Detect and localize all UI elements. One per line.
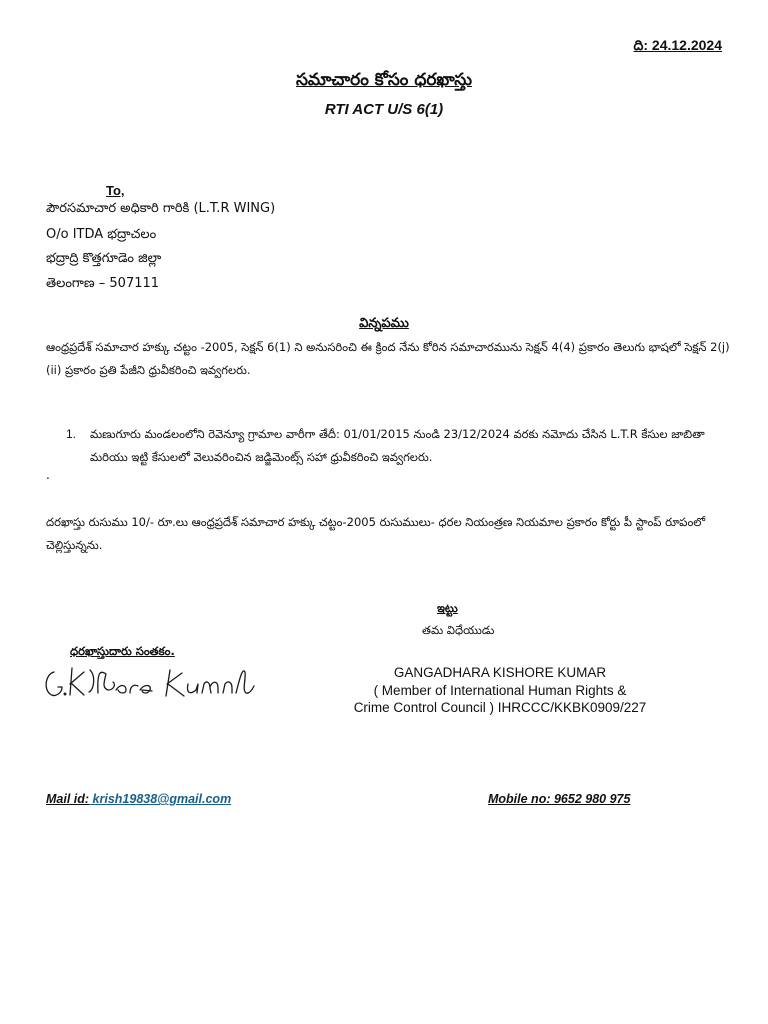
signature-label: ధరఖాస్తుదారు సంతకం.	[70, 644, 175, 658]
recipient-line-4: తెలంగాణ – 507111	[46, 276, 160, 291]
document-subtitle: RTI ACT U/S 6(1)	[324, 101, 444, 118]
ittu-label: ఇట్టు	[437, 601, 458, 615]
signature-graphic	[40, 660, 255, 706]
mail-link[interactable]: krish19838@gmail.com	[89, 792, 232, 806]
recipient-line-2: O/o ITDA భద్రాచలం	[46, 227, 157, 242]
list-number: 1.	[66, 427, 77, 441]
stray-dot: .	[46, 468, 50, 482]
yours-faithfully: తమ విధేయుడు	[422, 623, 495, 637]
mobile-number: Mobile no: 9652 980 975	[488, 792, 631, 806]
applicant-affiliation-1: ( Member of International Human Rights &	[373, 683, 627, 698]
fee-paragraph: దరఖాస్తు రుసుము 10/- రూ.లు ఆంధ్రప్రదేశ్ సమాచార హక్కు చట్టం-2005 రుసుములు- ధరల నియంత్రణ నియమాల ప్రకారం కోర్టు పీ స్టాంప్ రూపంలో చెల్లిస్తున్నను.	[46, 515, 706, 552]
applicant-name: GANGADHARA KISHORE KUMAR	[393, 665, 607, 680]
document-title: సమాచారం కోసం ధరఖాస్తు	[295, 70, 473, 90]
mail-contact	[46, 792, 231, 806]
to-label: To,	[106, 183, 125, 198]
applicant-affiliation-2: Crime Control Council ) IHRCCC/KKBK0909/227	[353, 700, 647, 715]
list-item: మణుగూరు మండలంలోని రెవెన్యూ గ్రామాల వారీగా తేదీ: 01/01/2015 నుండి 23/12/2024 వరకు నమోదు చేసిన L.T.R కేసుల జాబితా మరియు ఇట్టి కేసులలో వెలువరించిన జడ్జిమెంట్స్ సహా ధ్రువీకరించి ఇవ్వగలరు.	[90, 427, 705, 464]
handwritten-signature	[40, 660, 255, 710]
request-heading: విన్నపము	[359, 316, 409, 331]
mail-label: Mail id:	[46, 792, 90, 806]
intro-paragraph: ఆంధ్రప్రదేశ్ సమాచార హక్కు చట్టం -2005, సెక్షన్ 6(1) ని అనుసరించి ఈ క్రింద నేను కోరిన సమాచారమును సెక్షన్ 4(4) ప్రకారం తెలుగు భాషలో సెక్షన్ 2(j)(ii) ప్రకారం ప్రతి పేజీని ధ్రువీకరించి ఇవ్వగలరు.	[46, 340, 730, 377]
document-date: ది: 24.12.2024	[633, 37, 722, 53]
recipient-line-3: భద్రాద్రి కొత్తగూడెం జిల్లా	[46, 251, 162, 266]
recipient-line-1: పౌరసమాచార అధికారి గారికి (L.T.R WING)	[46, 201, 276, 216]
